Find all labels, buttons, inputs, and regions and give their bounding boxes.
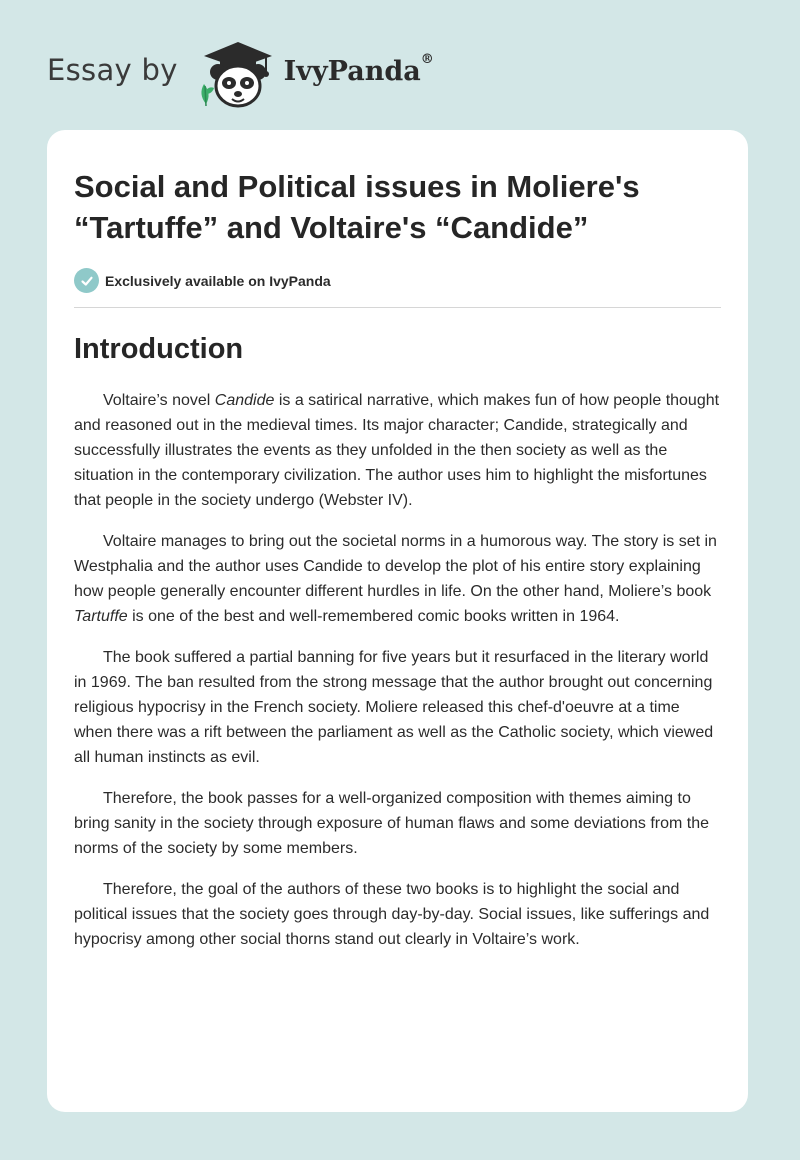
paragraph: Therefore, the goal of the authors of these two books is to highlight the social and political issues that the society goes through day-by-day. Social issues, like sufferings and hypocrisy among other social thorns stand out clearly in Voltaire’s work. — [74, 881, 710, 948]
exclusive-label: Exclusively available on IvyPanda — [105, 272, 331, 289]
brand-name[interactable]: IvyPanda® — [283, 51, 434, 87]
section-heading: Introduction — [74, 333, 244, 365]
book-title-tartuffe: Tartuffe — [74, 608, 128, 625]
paragraph: Voltaire’s novel Candide is a satirical narrative, which makes fun of how people thought and reasoned out in the medieval times. Its major character; Candide, strategically and successfully illustrates the events as they unfolded in the then society as well as the situation in the contemporary civilization. The author uses him to highlight the misfortunes that people in the society undergo (Webster IV). — [74, 392, 720, 509]
paragraph: Voltaire manages to bring out the societal norms in a humorous way. The story is set in Westphalia and the author uses Candide to develop the plot of his entire story explaining how people generally encounter different hurdles in life. On the other hand, Moliere’s book Tartuffe is one of the best and well-remembered comic books written in 1964. — [74, 533, 717, 625]
panda-logo-icon[interactable] — [196, 38, 278, 110]
registered-mark: ® — [420, 51, 434, 67]
page-title: Social and Political issues in Moliere's “Tartuffe” and Voltaire's “Candide” — [74, 169, 640, 245]
article-card — [47, 130, 748, 1112]
site-header — [47, 34, 434, 114]
paragraph: Therefore, the book passes for a well-organized composition with themes aiming to bring sanity in the society through exposure of human flaws and some deviations from the norms of the society by some members. — [74, 790, 710, 857]
essay-by-label: Essay by — [47, 53, 178, 87]
check-icon — [74, 268, 99, 293]
paragraph: The book suffered a partial banning for five years but it resurfaced in the literary world in 1969. The ban resulted from the strong message that the author brought out concerning religious hypocrisy in the French society. Moliere released this chef-d'oeuvre at a time when there was a rift between the parliament as well as the Catholic society, which viewed all human instincts as evil. — [74, 649, 714, 766]
book-title-candide: Candide — [214, 392, 275, 409]
exclusive-badge — [74, 268, 721, 308]
